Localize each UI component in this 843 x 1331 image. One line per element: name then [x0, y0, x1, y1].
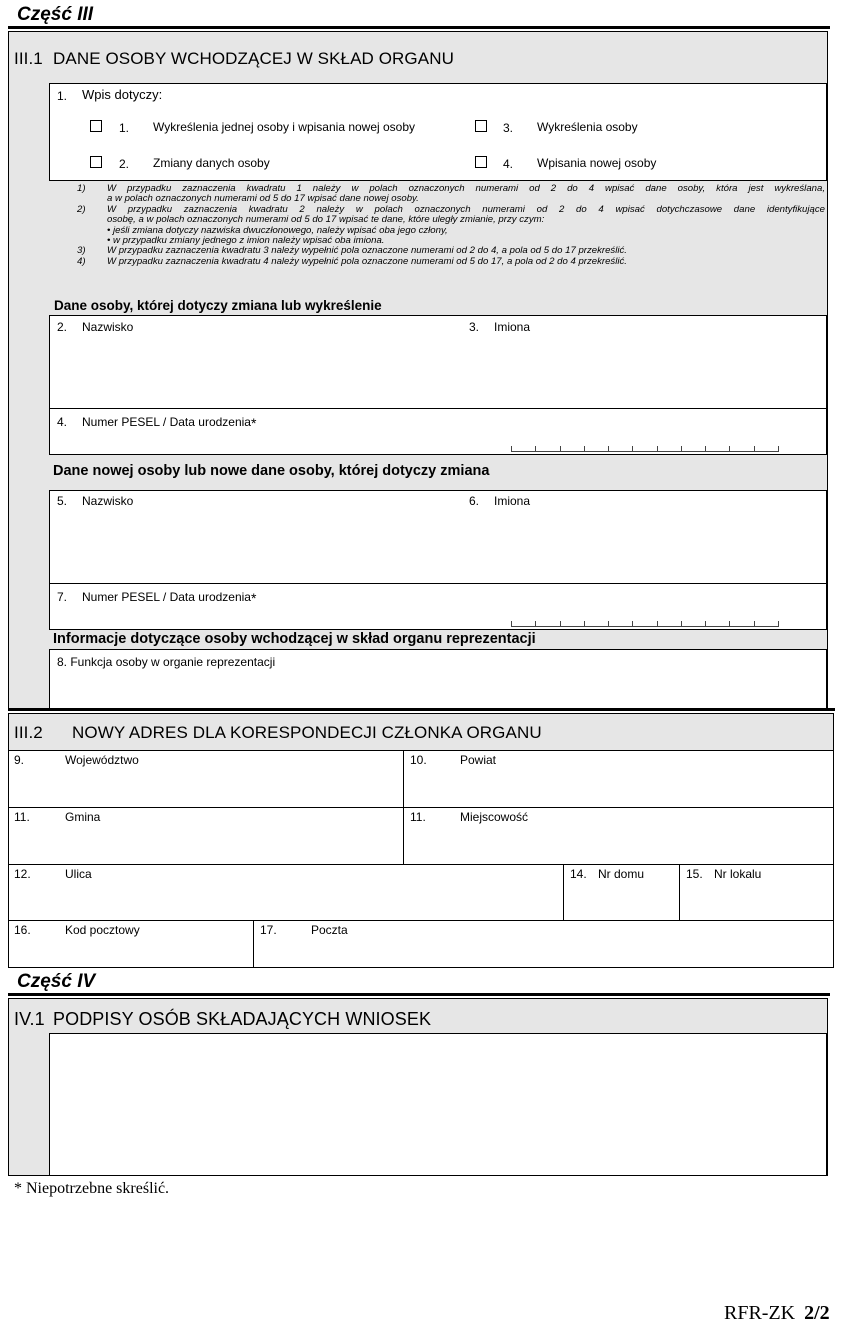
field-7-label: Numer PESEL / Data urodzenia* — [82, 590, 257, 606]
field-6-input[interactable] — [467, 510, 822, 578]
pesel-tick — [778, 621, 779, 626]
pesel-tick — [584, 621, 585, 626]
part-3-rule — [8, 26, 830, 29]
pesel-tick — [729, 621, 730, 626]
pesel-tick — [705, 446, 706, 451]
section-III1-number: III.1 — [14, 49, 43, 68]
pesel-tick — [681, 446, 682, 451]
field-5-input[interactable] — [55, 510, 455, 578]
field-14-label: Nr domu — [598, 867, 645, 881]
field-9-number: 9. — [14, 753, 25, 767]
pesel-tick — [535, 446, 536, 451]
divider — [49, 408, 827, 409]
pesel-tick — [608, 446, 609, 451]
field-9-input[interactable] — [9, 751, 403, 807]
divider — [49, 583, 827, 584]
field-3-number: 3. — [469, 320, 480, 334]
option-3-number: 3. — [503, 121, 514, 135]
notes-block — [77, 184, 825, 267]
note-number: 2) — [77, 203, 86, 215]
field-3-label: Imiona — [494, 320, 531, 334]
pesel-tick — [754, 446, 755, 451]
field-1-number: 1. — [57, 89, 68, 103]
part-3-title: Część III — [17, 4, 94, 25]
pesel-tick — [511, 446, 512, 451]
note-text: W przypadku zaznaczenia kwadratu 2 należy w polach oznaczonych numerami od 2 do 4 wpisać dotychczasowe dane identyfikujące — [107, 203, 825, 215]
pesel-tick — [511, 621, 512, 626]
field-9-label: Województwo — [65, 753, 139, 767]
pesel-tick — [754, 621, 755, 626]
field-11b-number: 11. — [410, 810, 426, 824]
pesel-tick — [632, 446, 633, 451]
note-number: 4) — [77, 255, 86, 267]
field-7-number: 7. — [57, 590, 68, 604]
note-number — [77, 215, 107, 225]
field-4-number: 4. — [57, 415, 68, 429]
field-2-number: 2. — [57, 320, 68, 334]
field-11b-label: Miejscowość — [460, 810, 529, 824]
section-III2-number: III.2 — [14, 723, 43, 742]
checkbox-option-2[interactable] — [90, 156, 102, 168]
pesel-tick — [657, 446, 658, 451]
note-text: W przypadku zaznaczenia kwadratu 1 należy w polach oznaczonych numerami od 2 do 4 wpisać dane osoby, która jest wykreślana, — [107, 183, 825, 194]
field-16-number: 16. — [14, 923, 31, 937]
field-2-label: Nazwisko — [82, 320, 134, 334]
checkbox-option-4[interactable] — [475, 156, 487, 168]
section-III2-title: NOWY ADRES DLA KORESPONDECJI CZŁONKA ORGANU — [72, 723, 542, 742]
part-4-title: Część IV — [17, 971, 96, 992]
pesel-tick — [560, 446, 561, 451]
field-11a-number: 11. — [14, 810, 30, 824]
field-10-number: 10. — [410, 753, 427, 767]
option-2-number: 2. — [119, 157, 130, 171]
field-6-label: Imiona — [494, 494, 531, 508]
field-2-input[interactable] — [55, 336, 455, 404]
option-1-number: 1. — [119, 121, 130, 135]
section-IV1-title: PODPISY OSÓB SKŁADAJĄCYCH WNIOSEK — [53, 1009, 432, 1029]
section-III1-title: DANE OSOBY WCHODZĄCEJ W SKŁAD ORGANU — [53, 49, 454, 68]
note-text: W przypadku zaznaczenia kwadratu 4 należy wypełnić pola oznaczone numerami od 5 do 17, a pola od 2 do 4 przekreślić. — [107, 255, 627, 267]
note-number — [77, 226, 107, 236]
pesel-tick — [584, 446, 585, 451]
pesel-tick — [535, 621, 536, 626]
field-17-number: 17. — [260, 923, 277, 937]
option-4-label: Wpisania nowej osoby — [537, 156, 657, 170]
note-text: • jeśli zmiana dotyczy nazwiska dwuczłonowego, należy wpisać oba jego człony, — [107, 224, 448, 236]
field-14-number: 14. — [570, 867, 587, 881]
old-person-heading: Dane osoby, której dotyczy zmiana lub wykreślenie — [54, 298, 382, 313]
note-number: 1) — [77, 183, 86, 194]
note-text: osobę, a w polach oznaczonych numerami od 5 do 17 wpisać te dane, które uległy zmianie, przy czym: — [107, 214, 545, 226]
field-15-number: 15. — [686, 867, 703, 881]
page-number: 2/2 — [804, 1302, 830, 1324]
field-1-label: Wpis dotyczy: — [82, 87, 163, 102]
checkbox-option-1[interactable] — [90, 120, 102, 132]
section-III2-rule — [8, 708, 835, 711]
field-15-input[interactable] — [680, 865, 833, 920]
field-12-label: Ulica — [65, 867, 92, 881]
note-number: 3) — [77, 245, 86, 257]
pesel-tick — [608, 621, 609, 626]
signatures-field[interactable] — [49, 1033, 827, 1176]
field-11-miejscowosc-input[interactable] — [404, 808, 833, 864]
field-11-gmina-input[interactable] — [9, 808, 403, 864]
field-10-label: Powiat — [460, 753, 497, 767]
pesel-tick — [657, 621, 658, 626]
field-12-input[interactable] — [9, 865, 563, 920]
option-4-number: 4. — [503, 157, 514, 171]
pesel-tick — [705, 621, 706, 626]
field-11a-label: Gmina — [65, 810, 101, 824]
field-10-input[interactable] — [404, 751, 833, 807]
footnote: * Niepotrzebne skreślić. — [14, 1180, 170, 1197]
pesel-tick — [681, 621, 682, 626]
pesel-tick — [778, 446, 779, 451]
pesel-tick — [632, 621, 633, 626]
info-heading: Informacje dotyczące osoby wchodzącej w skład organu reprezentacji — [53, 631, 536, 647]
field-5-label: Nazwisko — [82, 494, 134, 508]
field-6-number: 6. — [469, 494, 480, 508]
field-8-label: 8. Funkcja osoby w organie reprezentacji — [57, 655, 276, 669]
pesel-tick — [729, 446, 730, 451]
field-12-number: 12. — [14, 867, 31, 881]
part-4-rule — [8, 993, 830, 996]
section-IV1-number: IV.1 — [14, 1009, 45, 1029]
form-code — [724, 1302, 830, 1325]
note-text: • w przypadku zmiany jednego z imion należy wpisać oba imiona. — [107, 235, 385, 247]
field-5-number: 5. — [57, 494, 68, 508]
checkbox-option-3[interactable] — [475, 120, 487, 132]
pesel-tick — [560, 621, 561, 626]
option-3-label: Wykreślenia osoby — [537, 120, 638, 134]
new-person-heading: Dane nowej osoby lub nowe dane osoby, której dotyczy zmiana — [53, 463, 490, 479]
field-16-label: Kod pocztowy — [65, 923, 140, 937]
note-text: W przypadku zaznaczenia kwadratu 3 należy wypełnić pola oznaczone numerami od 2 do 4, a pola od 5 do 17 przekreślić. — [107, 245, 627, 257]
option-2-label: Zmiany danych osoby — [153, 156, 270, 170]
field-4-label: Numer PESEL / Data urodzenia* — [82, 415, 257, 431]
field-17-label: Poczta — [311, 923, 348, 937]
pesel-input-old[interactable] — [511, 444, 779, 452]
field-3-input[interactable] — [467, 336, 822, 404]
note-text: a w polach oznaczonych numerami od 5 do 17 wpisać dane nowej osoby. — [107, 193, 419, 205]
form-code-name: RFR-ZK — [724, 1302, 796, 1324]
field-17-input[interactable] — [254, 921, 833, 967]
field-15-label: Nr lokalu — [714, 867, 762, 881]
field-14-input[interactable] — [564, 865, 679, 920]
field-16-input[interactable] — [9, 921, 253, 967]
option-1-label: Wykreślenia jednej osoby i wpisania nowej osoby — [153, 120, 416, 134]
pesel-input-new[interactable] — [511, 619, 779, 627]
